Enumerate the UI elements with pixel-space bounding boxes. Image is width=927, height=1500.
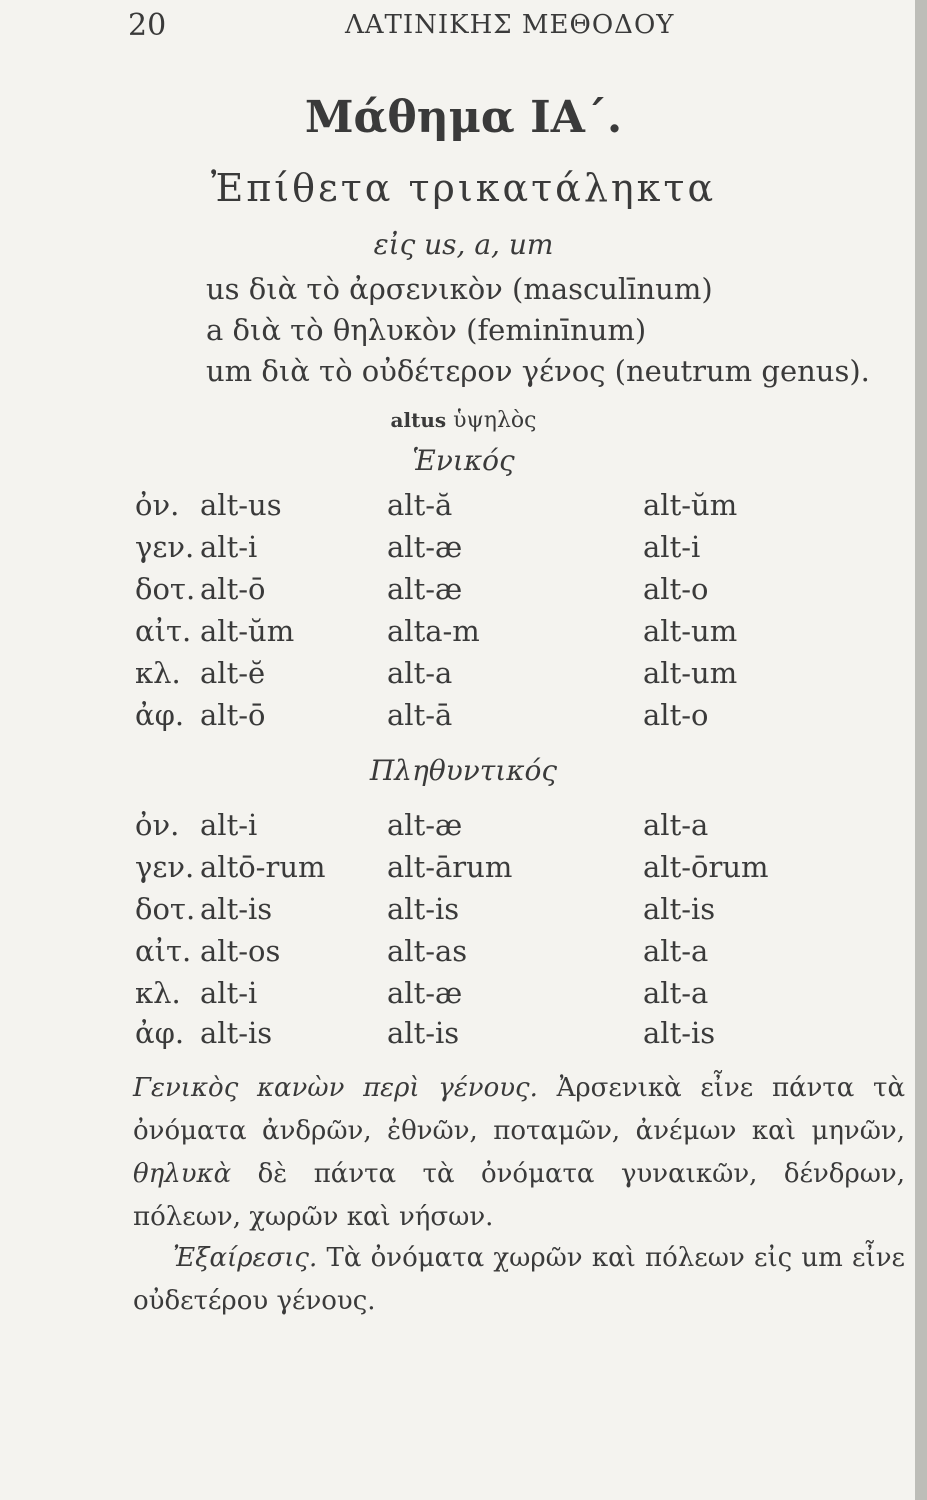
- feminine-form: alt-ārum: [387, 850, 513, 884]
- exception-rule-text: [133, 1237, 905, 1323]
- feminine-form: alta-m: [387, 614, 480, 648]
- declension-row: [0, 808, 927, 850]
- declension-row: [0, 976, 927, 1018]
- masculine-form: alt-is: [200, 1016, 273, 1050]
- masculine-form: alt-i: [200, 530, 258, 564]
- masculine-form: alt-i: [200, 808, 258, 842]
- running-head: ΛΑΤΙΝΙΚΗΣ ΜΕΘΟΔΟΥ: [345, 10, 675, 40]
- neuter-form: alt-i: [643, 530, 701, 564]
- gloss-neuter: um διὰ τὸ οὐδέτερον γένος (neutrum genus).: [206, 354, 870, 388]
- declension-row: [0, 850, 927, 892]
- feminine-label: θηλυκὰ: [133, 1159, 232, 1189]
- exception-text: Τὰ ὀνόματα χωρῶν καὶ πόλεων εἰς um εἶνε οὐδετέρου γένους.: [133, 1243, 905, 1316]
- rule-text: Ἀρσενικὰ εἶνε πάντα τὰ ὀνόματα ἀνδρῶν, ἐθνῶν, ποταμῶν, ἀνέμων καὶ μηνῶν,: [133, 1073, 906, 1146]
- page-number: 20: [128, 8, 167, 43]
- feminine-form: alt-is: [387, 892, 460, 926]
- feminine-form: alt-ă: [387, 488, 453, 522]
- example-greek: ὑψηλὸς: [453, 408, 537, 433]
- declension-row: [0, 530, 927, 572]
- case-label: γεν.: [135, 850, 195, 884]
- case-label: γεν.: [135, 530, 195, 564]
- masculine-form: alt-i: [200, 976, 258, 1010]
- declension-row: [0, 892, 927, 934]
- declension-row: [0, 614, 927, 656]
- exception-label: Ἐξαίρεσις.: [173, 1243, 318, 1273]
- neuter-form: alt-um: [643, 614, 738, 648]
- case-label: κλ.: [135, 656, 181, 690]
- feminine-form: alt-æ: [387, 530, 463, 564]
- neuter-form: alt-is: [643, 892, 716, 926]
- neuter-form: alt-a: [643, 976, 709, 1010]
- gender-rule: [133, 1067, 905, 1239]
- masculine-form: altō-rum: [200, 850, 326, 884]
- masculine-form: alt-ŭm: [200, 614, 295, 648]
- singular-heading: Ἑνικός: [412, 444, 515, 477]
- rule-label: Γενικὸς κανὼν περὶ γένους.: [133, 1073, 538, 1103]
- case-label: ἀφ.: [135, 1016, 185, 1050]
- gloss-feminine: a διὰ τὸ θηλυκὸν (feminīnum): [206, 313, 647, 347]
- neuter-form: alt-ōrum: [643, 850, 769, 884]
- case-label: αἰτ.: [135, 934, 192, 968]
- declension-row: [0, 698, 927, 740]
- feminine-form: alt-a: [387, 656, 453, 690]
- masculine-form: alt-ō: [200, 698, 266, 732]
- neuter-form: alt-o: [643, 698, 709, 732]
- declension-row: [0, 1016, 927, 1058]
- masculine-form: alt-ĕ: [200, 656, 266, 690]
- masculine-form: alt-ō: [200, 572, 266, 606]
- case-label: ἀφ.: [135, 698, 185, 732]
- case-label: ὀν.: [135, 808, 180, 842]
- neuter-form: alt-um: [643, 656, 738, 690]
- exception-rule: [133, 1237, 905, 1323]
- feminine-form: alt-æ: [387, 976, 463, 1010]
- case-label: κλ.: [135, 976, 181, 1010]
- neuter-form: alt-a: [643, 934, 709, 968]
- case-label: δοτ.: [135, 572, 196, 606]
- neuter-form: alt-ŭm: [643, 488, 738, 522]
- masculine-form: alt-os: [200, 934, 281, 968]
- case-label: δοτ.: [135, 892, 196, 926]
- plural-heading: Πληθυντικός: [369, 754, 558, 787]
- gender-rule-text: [133, 1067, 905, 1239]
- neuter-form: alt-a: [643, 808, 709, 842]
- masculine-form: alt-us: [200, 488, 282, 522]
- declension-row: [0, 572, 927, 614]
- masculine-form: alt-is: [200, 892, 273, 926]
- feminine-form: alt-æ: [387, 808, 463, 842]
- neuter-form: alt-o: [643, 572, 709, 606]
- feminine-text: δὲ πάντα τὰ ὀνόματα γυναικῶν, δένδρων, πόλεων, χωρῶν καὶ νήσων.: [133, 1159, 905, 1232]
- example-word: [0, 408, 927, 433]
- case-label: αἰτ.: [135, 614, 192, 648]
- declension-row: [0, 934, 927, 976]
- declension-row: [0, 488, 927, 530]
- lesson-subtitle: Ἐπίθετα τρικατάληκτα: [210, 166, 717, 210]
- page-edge-shadow: [915, 0, 927, 1500]
- feminine-form: alt-as: [387, 934, 468, 968]
- lesson-title: Μάθημα ΙΑ΄.: [304, 92, 623, 143]
- neuter-form: alt-is: [643, 1016, 716, 1050]
- declension-row: [0, 656, 927, 698]
- feminine-form: alt-æ: [387, 572, 463, 606]
- endings-line: εἰς us, a, um: [373, 228, 554, 261]
- feminine-form: alt-is: [387, 1016, 460, 1050]
- example-latin: altus: [390, 408, 447, 432]
- feminine-form: alt-ā: [387, 698, 453, 732]
- case-label: ὀν.: [135, 488, 180, 522]
- gloss-masculine: us διὰ τὸ ἀρσενικὸν (masculīnum): [206, 272, 713, 306]
